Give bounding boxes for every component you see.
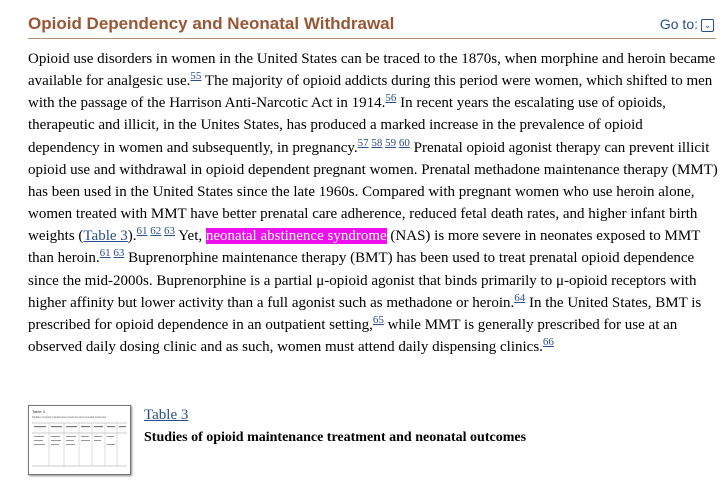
- chevron-down-icon: ⌄: [701, 19, 714, 32]
- thumbnail-subtitle: Studies of opioid maintenance treatment and neonatal outcomes: [32, 416, 107, 419]
- text-segment: Yet,: [175, 228, 206, 245]
- text-segment: In recent years the escalating use of opioids, therapeutic and illicit, in the Unites States, has produced a marked increase in the prevalence of opioid dependency in women and subsequently, in pregnancy.: [28, 95, 666, 156]
- text-segment: Prenatal opioid agonist therapy can prevent illicit opioid use and withdrawal in opioid dependent pregnant women. Prenatal methadone maintenance therapy (MMT) has been used in the United States since the late 1960s. Compared with pregnant women who use heroin alone, women treated with MMT have better prenatal care adherence, reduced fetal death rates, and higher infant birth weights (: [28, 139, 718, 245]
- reference-link[interactable]: 62: [150, 225, 162, 238]
- section-header: [28, 14, 716, 39]
- reference-link[interactable]: 59: [385, 136, 397, 149]
- goto-label: Go to:: [659, 16, 698, 32]
- reference-link[interactable]: 60: [398, 136, 410, 149]
- reference-link[interactable]: 61: [99, 247, 111, 260]
- text-segment: (NAS) is more severe in neonates exposed to MMT than heroin.: [28, 228, 701, 267]
- reference-link[interactable]: 63: [113, 247, 125, 260]
- table-title-link[interactable]: Table 3: [144, 407, 189, 423]
- reference-link[interactable]: 57: [357, 136, 369, 149]
- table-link[interactable]: Table 3: [83, 228, 128, 245]
- body-paragraph: [28, 48, 718, 358]
- reference-link[interactable]: 65: [372, 313, 384, 326]
- highlighted-term: neonatal abstinence syndrome: [205, 228, 387, 245]
- reference-link[interactable]: 55: [190, 70, 202, 83]
- thumbnail-title: Table 3: [32, 409, 45, 414]
- text-segment: Buprenorphine maintenance therapy (BMT) has been used to treat prenatal opioid dependence since the mid-2000s. Buprenorphine is a partial μ-opioid agonist that binds primarily to μ-opioid receptors with higher affinity but lower activity than a full agonist such as methadone or heroin.: [28, 250, 697, 311]
- text-segment: Opioid use disorders in women in the United States can be traced to the 1870s, when morphine and heroin became available for analgesic use.: [28, 51, 716, 90]
- reference-link[interactable]: 61: [136, 225, 148, 238]
- table-caption: Studies of opioid maintenance treatment and neonatal outcomes: [144, 430, 527, 445]
- table-thumbnail-graphic: [29, 406, 130, 474]
- text-segment: The majority of opioid addicts during this period were women, which shifted to men with the passage of the Harrison Anti-Narcotic Act in 1914.: [28, 73, 713, 112]
- text-segment: while MMT is generally prescribed for use at an observed daily dosing clinic and as such, women must attend daily dispensing clinics.: [28, 316, 678, 356]
- reference-link[interactable]: 66: [542, 336, 554, 349]
- reference-link[interactable]: 64: [514, 291, 526, 304]
- text-segment: ).: [127, 228, 137, 245]
- goto-menu[interactable]: [660, 16, 714, 32]
- section-title: Opioid Dependency and Neonatal Withdrawal: [28, 14, 395, 33]
- reference-link[interactable]: 58: [371, 136, 383, 149]
- text-segment: In the United States, BMT is prescribed for opioid dependence in an outpatient setting,: [28, 294, 702, 333]
- table-thumbnail[interactable]: [28, 405, 131, 475]
- reference-link[interactable]: 56: [385, 92, 397, 105]
- reference-link[interactable]: 63: [164, 225, 176, 238]
